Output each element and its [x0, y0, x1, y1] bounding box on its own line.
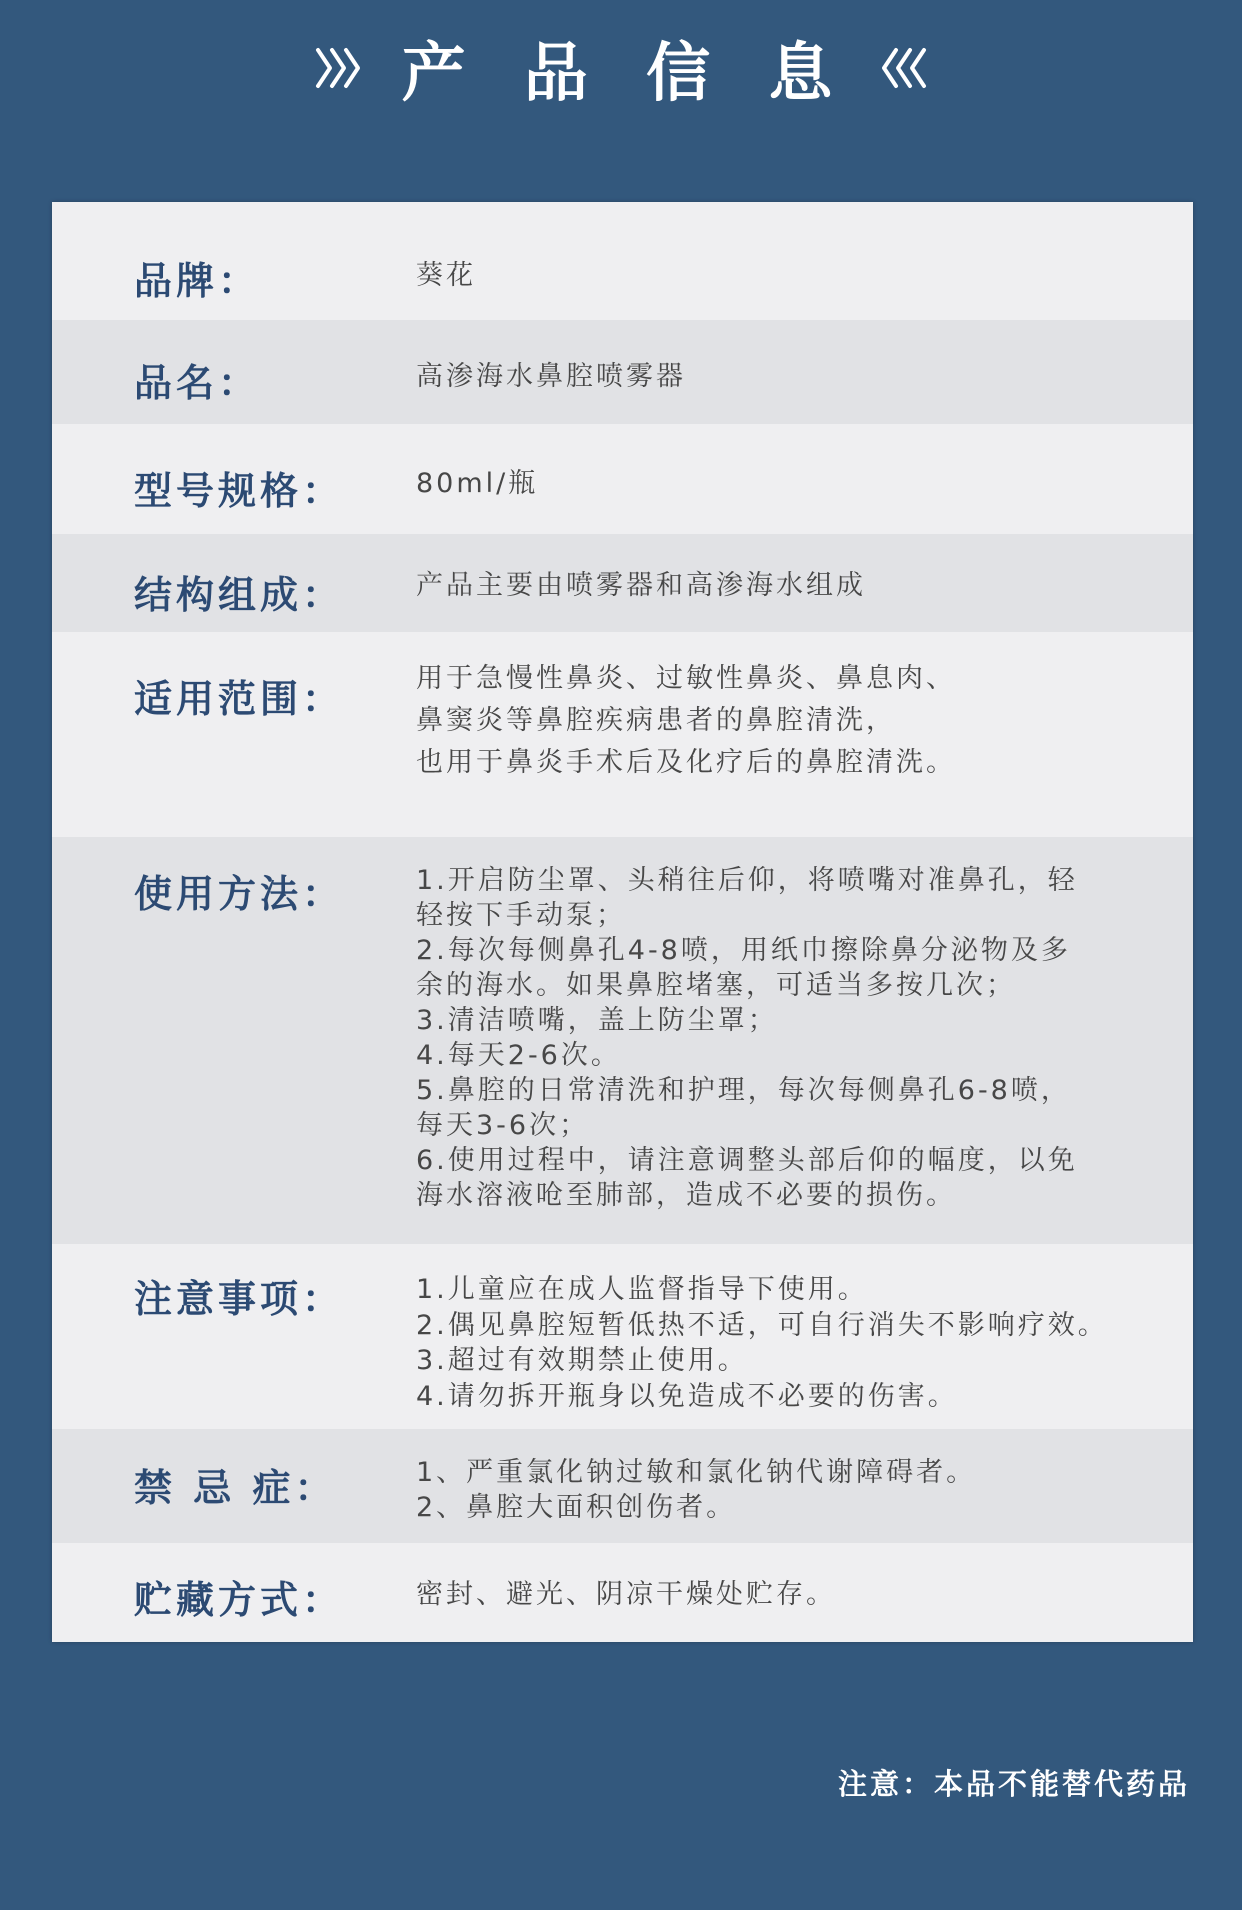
info-row-product-name	[52, 320, 1193, 424]
info-line: 1、严重氯化钠过敏和氯化钠代谢障碍者。	[416, 1457, 977, 1488]
info-line: 用于急慢性鼻炎、过敏性鼻炎、鼻息肉、	[416, 663, 956, 694]
info-label-product-name: 品名：	[134, 361, 261, 405]
info-line: 4.请勿拆开瓶身以免造成不必要的伤害。	[416, 1380, 958, 1412]
info-value-model-spec	[416, 466, 538, 501]
info-value-scope	[416, 658, 956, 784]
info-line: 2.每次每侧鼻孔4-8喷，用纸巾擦除鼻分泌物及多	[416, 935, 1071, 966]
info-value-composition	[416, 568, 866, 603]
info-line: 轻按下手动泵；	[416, 900, 626, 931]
info-row-scope	[52, 632, 1193, 837]
page-header	[0, 28, 1242, 111]
info-row-model-spec	[52, 424, 1193, 534]
info-label-brand: 品牌：	[134, 259, 261, 303]
info-label-composition: 结构组成：	[134, 573, 345, 617]
info-line: 3.清洁喷嘴，盖上防尘罩；	[416, 1005, 778, 1036]
info-line: 鼻窦炎等鼻腔疾病患者的鼻腔清洗，	[416, 705, 896, 736]
info-row-brand	[52, 202, 1193, 320]
info-line: 5.鼻腔的日常清洗和护理，每次每侧鼻孔6-8喷，	[416, 1075, 1071, 1106]
info-value-product-name	[416, 359, 686, 394]
product-info-card	[52, 202, 1193, 1642]
info-line: 葵花	[416, 260, 476, 291]
info-label-precautions: 注意事项：	[134, 1277, 345, 1321]
info-row-contraindications	[52, 1429, 1193, 1543]
chevron-left-icon	[878, 46, 928, 90]
info-line: 海水溶液呛至肺部，造成不必要的损伤。	[416, 1180, 956, 1211]
info-row-usage	[52, 837, 1193, 1244]
info-line: 4.每天2-6次。	[416, 1040, 621, 1071]
info-row-storage	[52, 1543, 1193, 1642]
info-line: 2、鼻腔大面积创伤者。	[416, 1492, 737, 1523]
info-line: 产品主要由喷雾器和高渗海水组成	[416, 570, 866, 601]
info-line: 6.使用过程中，请注意调整头部后仰的幅度，以免	[416, 1145, 1078, 1176]
info-line: 密封、避光、阴凉干燥处贮存。	[416, 1579, 836, 1610]
info-line: 3.超过有效期禁止使用。	[416, 1345, 748, 1376]
chevron-right-icon	[314, 46, 364, 90]
info-row-composition	[52, 534, 1193, 632]
info-label-scope: 适用范围：	[134, 677, 345, 721]
info-value-brand	[416, 258, 476, 293]
info-line: 1.开启防尘罩、头稍往后仰，将喷嘴对准鼻孔，轻	[416, 865, 1078, 896]
info-label-model-spec: 型号规格：	[134, 469, 345, 513]
info-line: 80ml/瓶	[416, 468, 539, 499]
info-label-usage: 使用方法：	[134, 872, 345, 916]
info-value-usage	[416, 863, 1078, 1213]
info-line: 2.偶见鼻腔短暂低热不适，可自行消失不影响疗效。	[416, 1309, 1108, 1341]
info-line: 高渗海水鼻腔喷雾器	[416, 361, 686, 392]
info-row-precautions	[52, 1244, 1193, 1429]
info-value-contraindications	[416, 1455, 976, 1525]
info-value-storage	[416, 1577, 836, 1612]
info-line: 1.儿童应在成人监督指导下使用。	[416, 1274, 868, 1305]
info-line: 余的海水。如果鼻腔堵塞，可适当多按几次；	[416, 970, 1016, 1001]
info-label-storage: 贮藏方式：	[134, 1578, 345, 1622]
info-line: 也用于鼻炎手术后及化疗后的鼻腔清洗。	[416, 747, 956, 778]
info-value-precautions	[416, 1272, 1108, 1414]
info-label-contraindications: 禁 忌 症：	[134, 1466, 337, 1510]
page-title: 产 品 信 息	[401, 37, 851, 111]
info-line: 每天3-6次；	[416, 1110, 590, 1141]
footer-note: 注意：本品不能替代药品	[837, 1767, 1190, 1801]
